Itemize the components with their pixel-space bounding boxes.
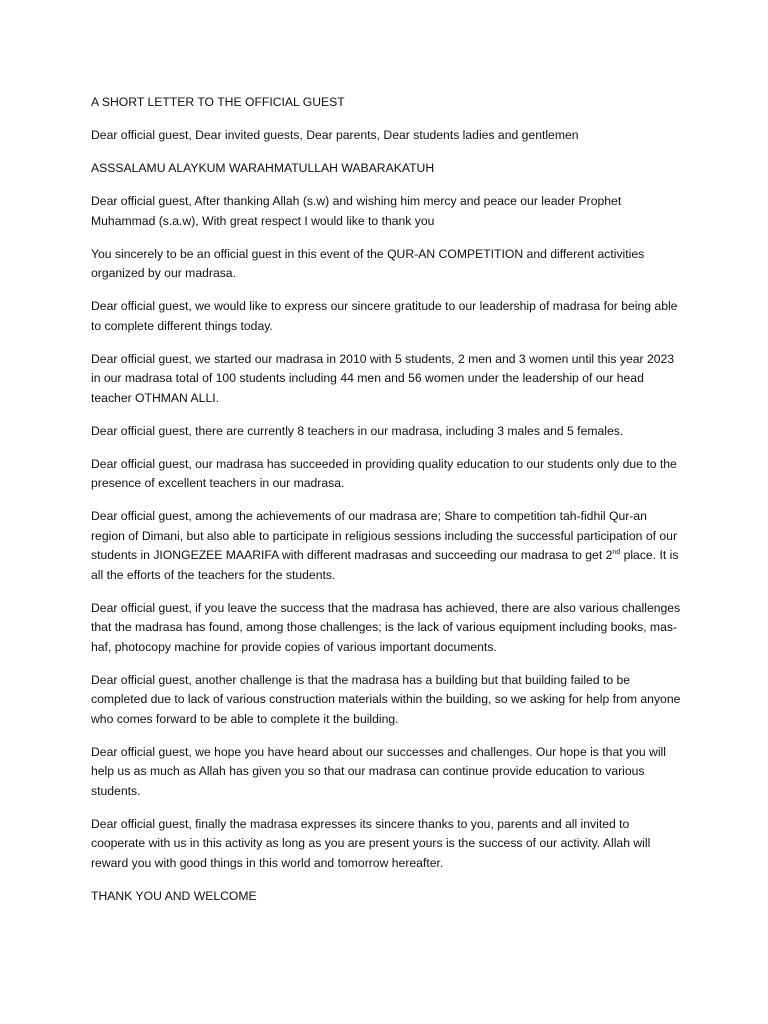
paragraph-teachers: Dear official guest, there are currently 8 teachers in our madrasa, including 3 males and 5 females. — [91, 423, 624, 438]
paragraph-quality: Dear official guest, our madrasa has succeeded in providing quality education to our students only due to the presence of excellent teachers in our madrasa. — [91, 456, 677, 490]
paragraph-thanks: Dear official guest, After thanking Allah (s.w) and wishing him mercy and peace our leader Prophet Muhammad (s.a.w), With great respect I would like to thank you — [91, 194, 622, 228]
greeting: ASSSALAMU ALAYKUM WARAHMATULLAH WABARAKATUH — [91, 161, 435, 175]
paragraph-event: You sincerely to be an official guest in this event of the QUR-AN COMPETITION and different activities organized by our madrasa. — [91, 246, 645, 280]
closing: THANK YOU AND WELCOME — [91, 888, 257, 903]
paragraph-gratitude: Dear official guest, we would like to express our sincere gratitude to our leadership of madrasa for being able to complete different things today. — [91, 299, 678, 333]
paragraph-hope: Dear official guest, we hope you have heard about our successes and challenges. Our hope is that you will help us as much as Allah has given you so that our madrasa can continue provide education to various students. — [91, 744, 666, 798]
achievements-text-end: place. It is all the efforts of the teachers for the students. — [91, 548, 679, 582]
salutation: Dear official guest, Dear invited guests, Dear parents, Dear students ladies and gentlemen — [91, 128, 579, 142]
paragraph-achievements — [91, 507, 683, 585]
paragraph-final-thanks: Dear official guest, finally the madrasa expresses its sincere thanks to you, parents and all invited to cooperate with us in this activity as long as you are present yours is the success of our activity. Allah will reward you with good things in this world and tomorrow hereafter. — [91, 816, 651, 870]
ordinal-superscript: nd — [612, 548, 621, 556]
achievements-text: Dear official guest, among the achievements of our madrasa are; Share to competition tah-fidhil Qur-an region of Dimani, but also able to participate in religious sessions including the successful participation of our students in JIONGEZEE MAARIFA with different madrasas and succeeding our madrasa to get 2 — [91, 509, 677, 562]
paragraph-history: Dear official guest, we started our madrasa in 2010 with 5 students, 2 men and 3 women until this year 2023 in our madrasa total of 100 students including 44 men and 56 women under the leadership of our head teacher OTHMAN ALLI. — [91, 351, 675, 405]
paragraph-challenges: Dear official guest, if you leave the success that the madrasa has achieved, there are also various challenges that the madrasa has found, among those challenges; is the lack of various equipment including books, mas-haf, photocopy machine for provide copies of various important documents. — [91, 600, 681, 654]
paragraph-building: Dear official guest, another challenge is that the madrasa has a building but that building failed to be completed due to lack of various construction materials within the building, so we asking for help from anyone who comes forward to be able to complete it the building. — [91, 672, 681, 726]
letter-body — [91, 93, 683, 920]
letter-title: A SHORT LETTER TO THE OFFICIAL GUEST — [91, 95, 345, 109]
